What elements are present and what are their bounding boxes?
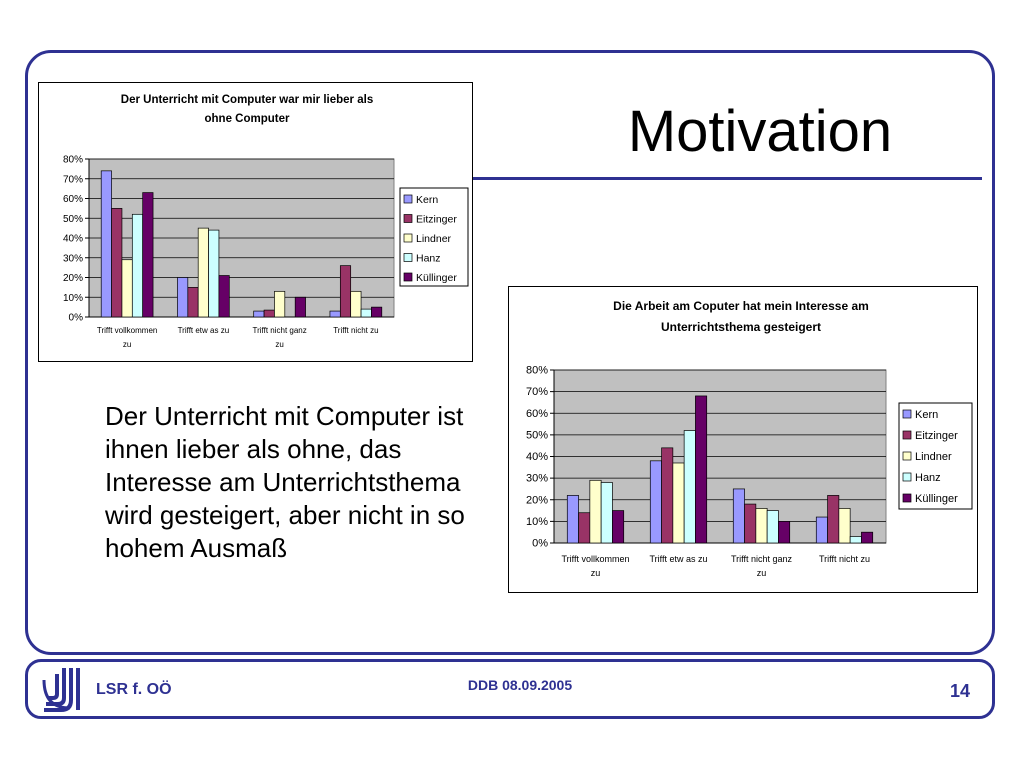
chart-title: Die Arbeit am Coputer hat mein Interesse am: [613, 299, 869, 313]
y-tick-label: 60%: [525, 407, 548, 420]
legend-label: Küllinger: [416, 272, 457, 284]
bar-hanz: [684, 431, 695, 543]
bar-eitzinger: [662, 448, 673, 543]
x-category-label: zu: [122, 340, 132, 349]
chart-interest-increase: [508, 286, 978, 593]
bar-küllinger: [861, 532, 872, 543]
y-tick-label: 40%: [525, 451, 548, 463]
legend-swatch: [903, 431, 911, 439]
chart-title: Der Unterricht mit Computer war mir lieber als: [120, 94, 374, 106]
bar-hanz: [361, 309, 371, 317]
y-tick-label: 20%: [62, 273, 83, 284]
y-tick-label: 10%: [62, 292, 83, 304]
legend-swatch: [903, 473, 911, 481]
bar-eitzinger: [579, 513, 590, 543]
bar-lindner: [673, 463, 684, 543]
legend-swatch: [903, 494, 911, 502]
legend-label: Eitzinger: [915, 430, 958, 442]
bar-lindner: [839, 508, 850, 543]
y-tick-label: 20%: [525, 494, 548, 507]
title-underline: [470, 177, 982, 180]
bar-hanz: [132, 214, 142, 317]
bar-eitzinger: [340, 266, 350, 317]
bar-hanz: [767, 511, 778, 543]
legend-label: Kern: [416, 194, 439, 206]
y-tick-label: 40%: [62, 233, 83, 245]
bar-eitzinger: [828, 495, 839, 543]
legend-swatch: [903, 452, 911, 460]
legend-label: Hanz: [416, 252, 441, 265]
bar-kern: [101, 171, 111, 317]
lsr-logo-icon: [40, 664, 88, 714]
y-tick-label: 10%: [525, 515, 548, 528]
bar-eitzinger: [112, 208, 122, 317]
y-tick-label: 50%: [525, 429, 548, 442]
y-tick-label: 0%: [68, 312, 83, 324]
bar-lindner: [590, 480, 601, 543]
slide-title: Motivation: [627, 99, 893, 164]
x-category-label: Trifft nicht zu: [818, 554, 871, 564]
y-tick-label: 50%: [62, 213, 83, 225]
bar-küllinger: [143, 193, 153, 317]
bar-kern: [177, 278, 187, 318]
chart-svg: [509, 287, 979, 594]
bar-kern: [254, 311, 264, 317]
legend-swatch: [404, 234, 412, 242]
x-category-label: Trifft nicht ganz: [730, 554, 793, 564]
legend-swatch: [404, 254, 412, 262]
y-tick-label: 80%: [525, 364, 548, 377]
bar-kern: [733, 489, 744, 543]
bar-hanz: [209, 230, 219, 317]
logo-text: LSR f. OÖ: [96, 681, 172, 698]
bar-küllinger: [695, 396, 706, 543]
y-tick-label: 30%: [62, 253, 83, 265]
y-tick-label: 80%: [62, 154, 83, 166]
x-category-label: zu: [756, 568, 767, 578]
y-tick-label: 30%: [525, 472, 548, 485]
x-category-label: Trifft etw as zu: [649, 554, 708, 564]
bar-lindner: [351, 291, 361, 317]
bar-eitzinger: [745, 504, 756, 543]
x-category-label: Trifft vollkommen: [96, 326, 158, 335]
chart-computer-preference: [38, 82, 473, 362]
x-category-label: Trifft nicht ganz: [252, 326, 307, 335]
x-category-label: Trifft etw as zu: [177, 326, 230, 335]
bar-kern: [650, 461, 661, 543]
bar-lindner: [274, 291, 284, 317]
bar-küllinger: [778, 521, 789, 543]
legend-label: Lindner: [915, 451, 952, 463]
bar-lindner: [198, 228, 208, 317]
chart-title: ohne Computer: [204, 113, 290, 125]
bar-kern: [816, 517, 827, 543]
legend-label: Küllinger: [915, 493, 958, 505]
bar-kern: [330, 311, 340, 317]
bar-eitzinger: [188, 287, 198, 317]
legend-label: Hanz: [915, 472, 941, 484]
chart-title: Unterrichtsthema gesteigert: [660, 320, 822, 334]
legend-label: Eitzinger: [416, 213, 457, 226]
bar-küllinger: [295, 297, 305, 317]
legend-label: Kern: [915, 409, 939, 421]
page-number: 14: [949, 681, 970, 701]
bar-küllinger: [219, 276, 229, 317]
y-tick-label: 0%: [532, 537, 548, 550]
bar-lindner: [756, 508, 767, 543]
chart-svg: [39, 83, 474, 363]
bar-kern: [567, 495, 578, 543]
x-category-label: zu: [590, 568, 601, 578]
legend-label: Lindner: [416, 233, 452, 245]
bar-eitzinger: [264, 310, 274, 317]
bar-lindner: [122, 260, 132, 317]
y-tick-label: 70%: [62, 174, 83, 186]
y-tick-label: 60%: [62, 194, 83, 205]
x-category-label: zu: [275, 340, 284, 349]
x-category-label: Trifft vollkommen: [561, 554, 630, 564]
bar-küllinger: [612, 511, 623, 543]
y-tick-label: 70%: [525, 386, 548, 399]
footer-date: DDB 08.09.2005: [467, 677, 573, 693]
bar-hanz: [850, 537, 861, 543]
bar-hanz: [601, 482, 612, 543]
legend-swatch: [404, 195, 412, 203]
body-text: Der Unterricht mit Computer ist ihnen lieber als ohne, das Interesse am Unterrichtsthema wird gesteigert, aber nicht in so hohem Ausmaß: [105, 401, 465, 563]
x-category-label: Trifft nicht zu: [333, 326, 379, 335]
legend-swatch: [903, 410, 911, 418]
legend-swatch: [404, 215, 412, 223]
bar-küllinger: [371, 307, 381, 317]
legend-swatch: [404, 273, 412, 281]
